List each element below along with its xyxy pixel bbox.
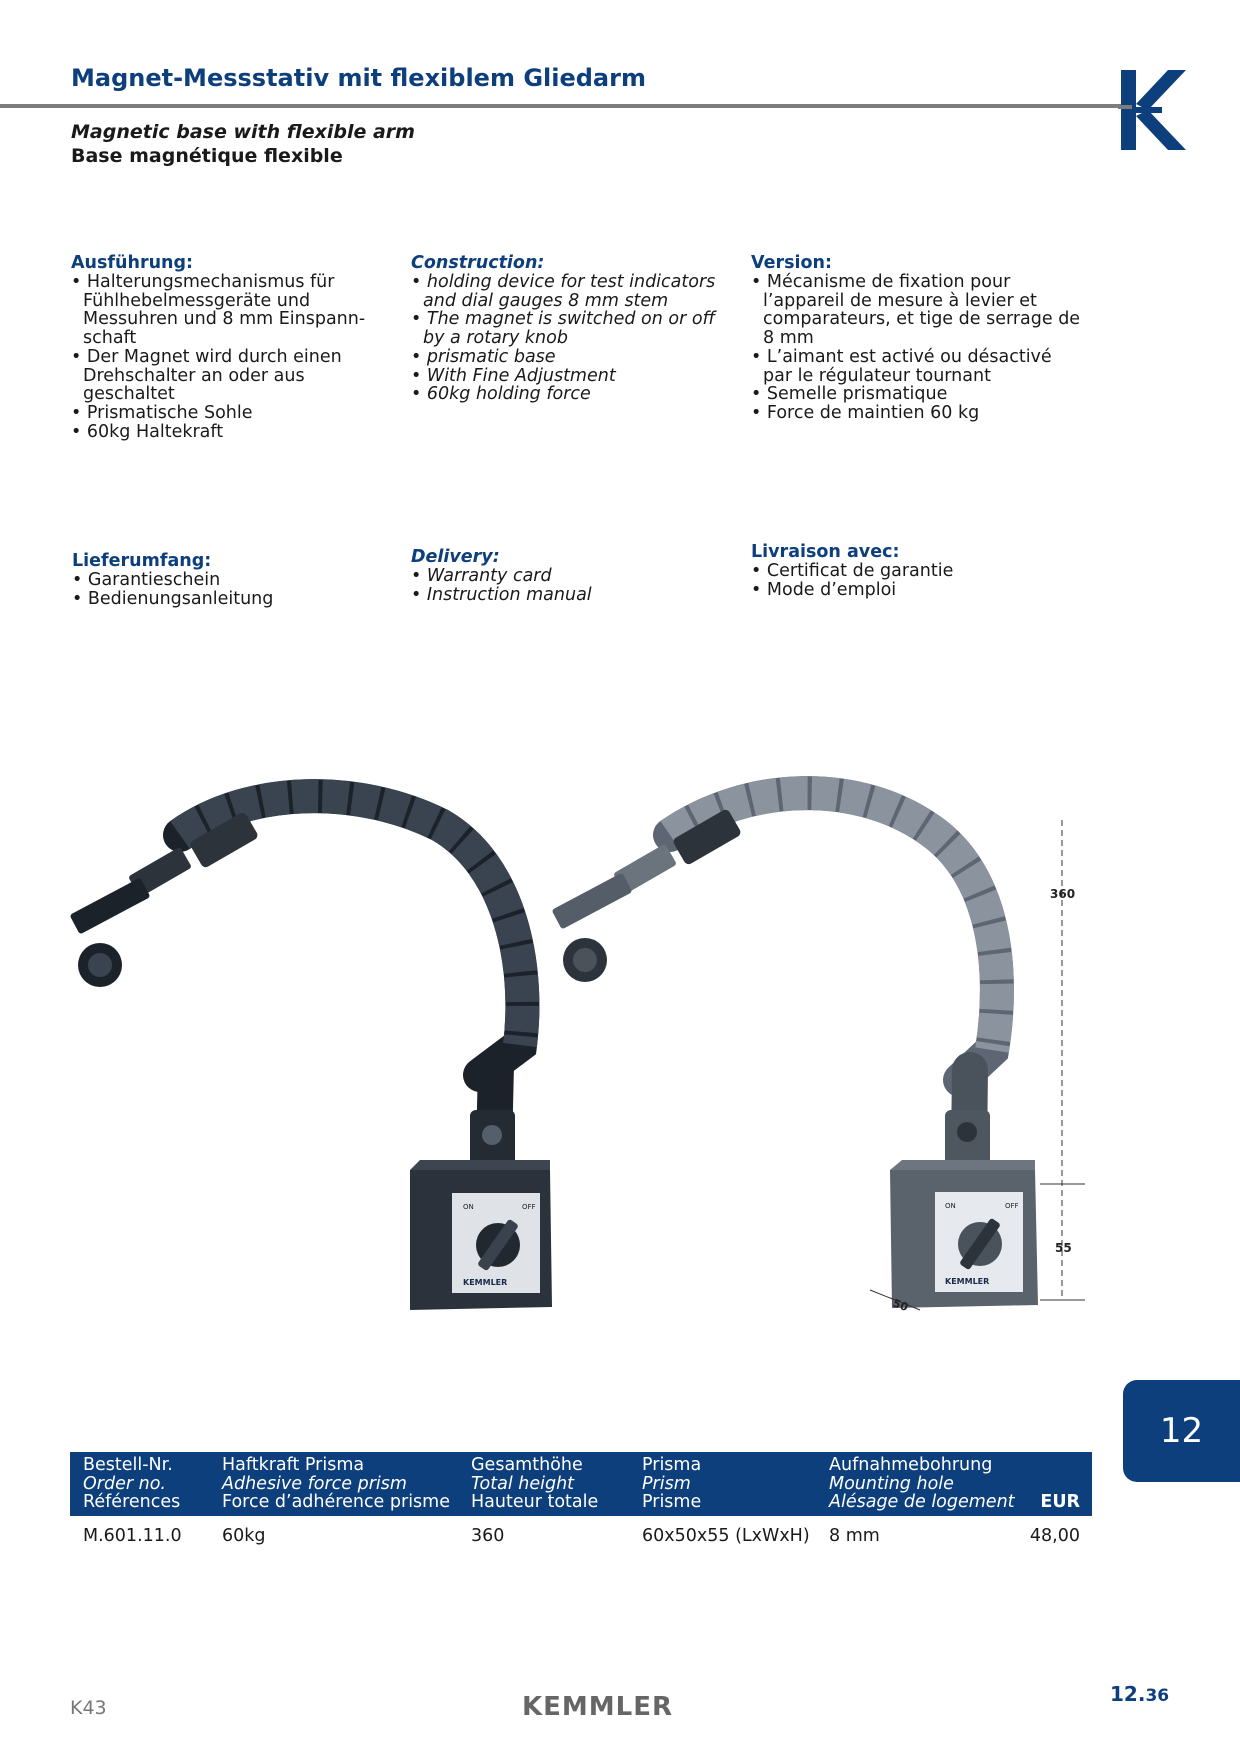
header-prism: Prisma Prism Prisme [629, 1452, 816, 1516]
construction-en-heading: Construction: [411, 253, 545, 273]
subtitle-fr: Base magnétique flexible [71, 145, 343, 167]
dimension-base-width: 50 [890, 1296, 910, 1315]
cell-force: 60kg [222, 1525, 266, 1546]
construction-fr [751, 254, 1081, 423]
subtitle-en: Magnetic base with flexible arm [71, 121, 415, 143]
construction-de [71, 254, 401, 441]
page-number-major: 12. [1110, 1682, 1146, 1706]
switch-off-label: OFF [1005, 1202, 1019, 1210]
cell-hole: 8 mm [829, 1525, 880, 1546]
construction-en [411, 254, 741, 404]
list-item: • Mode d’emploi [751, 581, 1081, 600]
list-item: • Semelle prismatique [751, 385, 1081, 404]
delivery-en-heading: Delivery: [411, 547, 500, 567]
footer-brand: KEMMLER [522, 1692, 674, 1722]
list-item: • Halterungsmechanismus für Fühlhebelmessgeräte und Messuhren und 8 mm Einspann-schaft [71, 273, 401, 348]
list-item: • 60kg holding force [411, 385, 741, 404]
page-title: Magnet-Messstativ mit flexiblem Gliedarm [71, 64, 646, 92]
list-item: • Mécanisme de fixation pour l’appareil de mesure à levier et comparateurs, et tige de serrage de 8 mm [751, 273, 1081, 348]
page-number-minor: 36 [1145, 1686, 1170, 1706]
list-item: • The magnet is switched on or off by a rotary knob [411, 310, 741, 347]
cell-height: 360 [471, 1525, 505, 1546]
dimension-total-height: 360 [1050, 887, 1076, 901]
delivery-de-heading: Lieferumfang: [72, 551, 212, 571]
product-image-dimensions [540, 760, 1100, 1320]
construction-de-heading: Ausführung: [71, 253, 194, 273]
product-image-front [60, 765, 580, 1315]
switch-on-label: ON [945, 1202, 956, 1210]
list-item: • With Fine Adjustment [411, 367, 741, 386]
list-item: • Bedienungsanleitung [72, 590, 402, 609]
header-order-no: Bestell-Nr. Order no. Références [70, 1452, 209, 1516]
footer-code: K43 [70, 1697, 107, 1719]
subtitle [71, 120, 415, 168]
list-item: • holding device for test indicators and dial gauges 8 mm stem [411, 273, 741, 310]
list-item: • prismatic base [411, 348, 741, 367]
list-item: • Warranty card [411, 567, 741, 586]
kemmler-logo-icon [1118, 70, 1190, 150]
section-tab: 12 [1123, 1380, 1240, 1482]
switch-off-label: OFF [522, 1203, 536, 1211]
list-item: • Prismatische Sohle [71, 404, 401, 423]
delivery-en [411, 548, 741, 604]
header-height: Gesamthöhe Total height Hauteur totale [458, 1452, 629, 1516]
header-force: Haftkraft Prisma Adhesive force prism Force d’adhérence prisme [209, 1452, 458, 1516]
delivery-fr [751, 543, 1081, 599]
header-rule [0, 104, 1122, 108]
cell-prism: 60x50x55 (LxWxH) [642, 1525, 810, 1546]
list-item: • Garantieschein [72, 571, 402, 590]
cell-order-no: M.601.11.0 [83, 1525, 182, 1546]
brand-label: KEMMLER [945, 1277, 990, 1286]
cell-price: 48,00 [1029, 1525, 1080, 1546]
table-row [70, 1516, 1092, 1546]
dimension-base-height: 55 [1055, 1241, 1072, 1255]
page-number [1110, 1682, 1169, 1706]
list-item: • Der Magnet wird durch einen Drehschalter an oder aus geschaltet [71, 348, 401, 404]
list-item: • 60kg Haltekraft [71, 423, 401, 442]
delivery-de [72, 552, 402, 608]
delivery-fr-heading: Livraison avec: [751, 542, 900, 562]
list-item: • Force de maintien 60 kg [751, 404, 1081, 423]
header-hole: Aufnahmebohrung Mounting hole Alésage de logement [816, 1452, 1016, 1516]
spec-table [70, 1452, 1092, 1546]
header-currency: EUR [1016, 1452, 1092, 1516]
switch-on-label: ON [463, 1203, 474, 1211]
brand-label: KEMMLER [463, 1278, 508, 1287]
list-item: • Certificat de garantie [751, 562, 1081, 581]
list-item: • Instruction manual [411, 586, 741, 605]
table-header-row [70, 1452, 1092, 1516]
construction-fr-heading: Version: [751, 253, 832, 273]
list-item: • L’aimant est activé ou désactivé par le régulateur tournant [751, 348, 1081, 385]
